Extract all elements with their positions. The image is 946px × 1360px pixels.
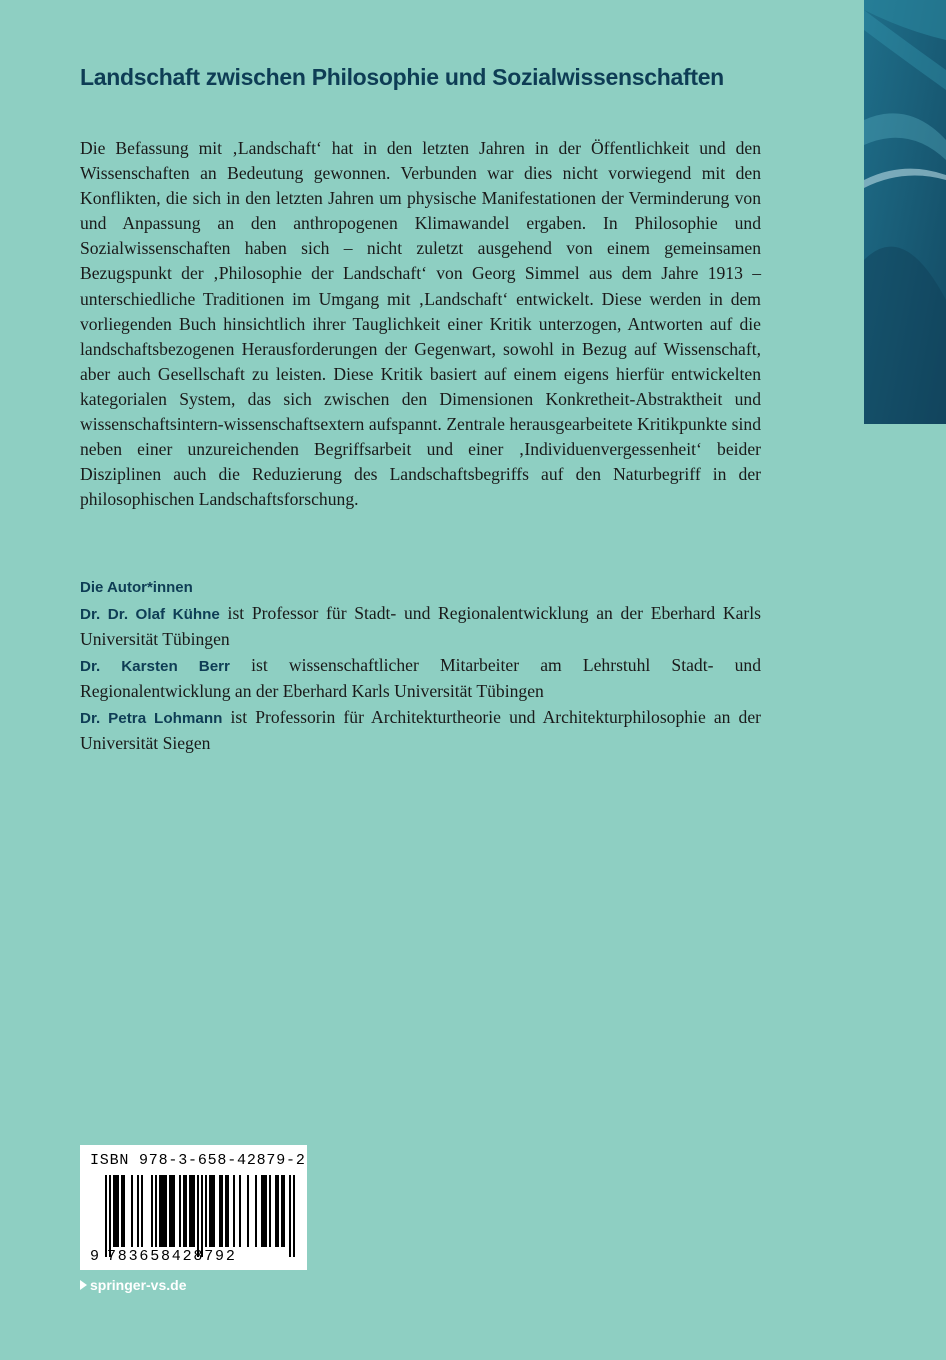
- barcode-bar: [281, 1175, 283, 1247]
- barcode-bar: [113, 1175, 115, 1247]
- barcode-bar: [155, 1175, 157, 1247]
- author-name: Dr. Dr. Olaf Kühne: [80, 606, 220, 623]
- barcode-bar: [159, 1175, 161, 1247]
- barcode-bar: [189, 1175, 191, 1247]
- barcode-bar: [121, 1175, 123, 1247]
- barcode-bar: [283, 1175, 285, 1247]
- author-bio: ist Professor für Stadt- und Regionalentwicklung an der Eberhard Karls Universität Tübingen: [80, 603, 761, 650]
- barcode-bar: [117, 1175, 119, 1247]
- barcode-bar: [193, 1175, 195, 1247]
- barcode-bar: [123, 1175, 125, 1247]
- barcode-bar: [137, 1175, 139, 1247]
- cover-corner-artwork: [864, 0, 946, 424]
- author-name: Dr. Petra Lohmann: [80, 710, 223, 728]
- barcode-bar: [169, 1175, 171, 1247]
- barcode-bar: [213, 1175, 215, 1247]
- barcode-bar: [105, 1175, 107, 1257]
- barcode-bar: [239, 1175, 241, 1247]
- publisher-link[interactable]: [80, 1275, 186, 1295]
- barcode-bar: [197, 1175, 199, 1257]
- barcode-bar: [211, 1175, 213, 1247]
- barcode-bar: [183, 1175, 185, 1247]
- barcode-bar: [209, 1175, 211, 1247]
- barcode-bar: [115, 1175, 117, 1247]
- author-bio: ist wissenschaftlicher Mitarbeiter am Lehrstuhl Stadt- und Regionalentwicklung an der Eberhard Karls Universität Tübingen: [80, 655, 761, 702]
- barcode-bar: [191, 1175, 193, 1247]
- barcode-bar: [293, 1175, 295, 1257]
- author-entry-lohmann: [80, 705, 761, 756]
- barcode-bar: [263, 1175, 265, 1247]
- authors-section: [80, 576, 761, 758]
- barcode-bar: [255, 1175, 257, 1247]
- barcode-bar: [109, 1175, 111, 1257]
- barcode-bar: [269, 1175, 271, 1247]
- authors-heading: Die Autor*innen: [80, 579, 193, 596]
- ean-first-digit: 9: [90, 1248, 100, 1265]
- barcode-bar: [221, 1175, 223, 1247]
- ean-digits: 783658428792: [107, 1248, 237, 1265]
- barcode-bar: [275, 1175, 277, 1247]
- isbn-barcode: [80, 1145, 307, 1270]
- book-description: Die Befassung mit ‚Landschaft‘ hat in den letzten Jahren in der Öffentlichkeit und den Wissenschaften an Bedeutung gewonnen. Verbunden war dies nicht vorwiegend mit den Konflikten, die sich in den letzten Jahren um physische Manifestationen der Verminderung von und Anpassung an den anthropogenen Klimawandel ergaben. In Philosophie und Sozialwissenschaften haben sich – nicht zuletzt ausgehend von einem gemeinsamen Bezugspunkt der ‚Philosophie der Landschaft‘ von Georg Simmel aus dem Jahre 1913 – unterschiedliche Traditionen im Umgang mit ‚Landschaft‘ entwickelt. Diese werden in dem vorliegenden Buch hinsichtlich ihrer Tauglichkeit einer Kritik unterzogen, Antworten auf die landschaftsbezogenen Herausforderungen der Gegenwart, sowohl in Bezug auf Wissenschaft, aber auch Gesellschaft zu leisten. Diese Kritik basiert auf einem eigens hierfür entwickelten kategorialen System, das sich zwischen den Dimensionen Konkretheit-Abstraktheit und wissenschaftsintern-wissenschaftsextern aufspannt. Zentrale herausgearbeitete Kritikpunkte sind neben einer unzureichenden Begriffsarbeit und einer ‚Individuenvergessenheit‘ beider Disziplinen auch die Reduzierung des Landschaftsbegriffs auf den Naturbegriff in der philosophischen Landschaftsforschung.: [80, 138, 761, 510]
- barcode-bar: [185, 1175, 187, 1247]
- barcode-bar: [165, 1175, 167, 1247]
- author-entry-berr: [80, 653, 761, 704]
- barcode-bar: [233, 1175, 235, 1247]
- barcode-bar: [131, 1175, 133, 1247]
- barcode-bar: [173, 1175, 175, 1247]
- barcode-bar: [261, 1175, 263, 1247]
- barcode-bar: [171, 1175, 173, 1247]
- abstract-wave-graphic: [864, 0, 946, 424]
- barcode-bar: [265, 1175, 267, 1247]
- barcode-bar: [151, 1175, 153, 1247]
- barcode-bar: [289, 1175, 291, 1257]
- barcode-bar: [205, 1175, 207, 1247]
- isbn-label: ISBN 978-3-658-42879-2: [90, 1152, 306, 1169]
- barcode-bar: [225, 1175, 227, 1247]
- barcode-bar: [161, 1175, 163, 1247]
- book-title: Landschaft zwischen Philosophie und Sozialwissenschaften: [80, 64, 724, 90]
- barcode-bar: [141, 1175, 143, 1247]
- author-name: Dr. Karsten Berr: [80, 658, 230, 676]
- arrow-right-icon: [80, 1280, 87, 1290]
- publisher-url: springer-vs.de: [90, 1277, 187, 1293]
- barcode-bar: [277, 1175, 279, 1247]
- barcode-bar: [247, 1175, 249, 1247]
- author-entry-kuehne: [80, 601, 761, 652]
- barcode-bar: [179, 1175, 181, 1247]
- barcode-bar: [163, 1175, 165, 1247]
- barcode-bar: [219, 1175, 221, 1247]
- barcode-bar: [227, 1175, 229, 1247]
- barcode-bar: [201, 1175, 203, 1257]
- author-bio: ist Professorin für Architekturtheorie und Architekturphilosophie an der Universität Siegen: [80, 707, 761, 754]
